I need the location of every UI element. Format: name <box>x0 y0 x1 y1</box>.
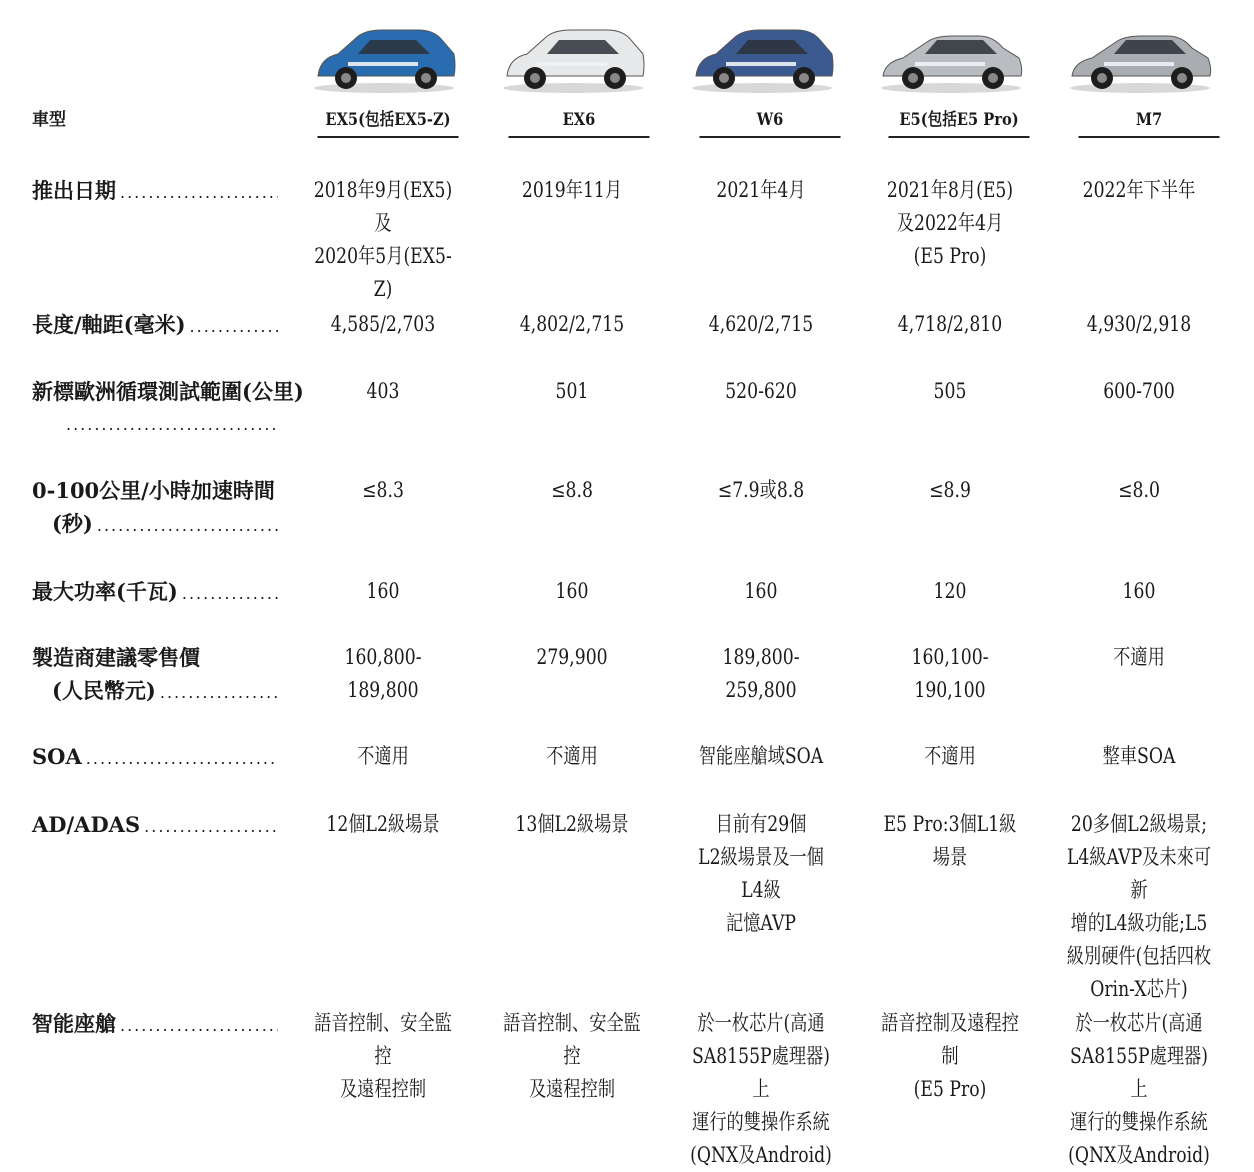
table-cell: 不適用 <box>1113 645 1165 669</box>
model-column-header: EX6 <box>508 104 649 138</box>
table-cell: 語音控制、安全監控 及遠程控制 <box>314 1011 452 1101</box>
table-cell: 600-700 <box>1103 379 1175 403</box>
table-cell: 160 <box>555 579 589 603</box>
table-cell: E5 Pro:3個L1級場景 <box>883 812 1017 869</box>
table-cell: 語音控制及遠程控制 (E5 Pro) <box>881 1011 1019 1101</box>
table-cell: ≤8.8 <box>551 478 593 502</box>
table-cell: 501 <box>555 379 589 403</box>
table-cell: 不適用 <box>357 744 409 768</box>
table-cell: ≤8.9 <box>929 478 971 502</box>
car-image-1 <box>308 14 458 98</box>
row-label: 新標歐洲循環測試範圍(公里) ..... <box>32 375 278 441</box>
table-cell: 20多個L2級場景; L4級AVP及未來可新 增的L4級功能;L5 級別硬件(包括四枚 Orin-X芯片) <box>1066 812 1212 1001</box>
row-label: 長度/軸距(毫米) ..... <box>32 308 278 343</box>
table-cell: 13個L2級場景 <box>515 812 629 836</box>
table-cell: 160 <box>366 579 400 603</box>
row-label: AD/ADAS ..... <box>32 808 278 843</box>
table-cell: 不適用 <box>546 744 598 768</box>
car-image-4 <box>875 14 1025 98</box>
table-cell: 160 <box>1122 579 1156 603</box>
table-cell: 4,585/2,703 <box>330 312 436 336</box>
table-cell: 不適用 <box>924 744 976 768</box>
table-cell: 4,802/2,715 <box>519 312 625 336</box>
table-cell: 4,620/2,715 <box>708 312 814 336</box>
table-cell: 智能座艙域SOA <box>698 744 824 768</box>
table-cell: 12個L2級場景 <box>326 812 440 836</box>
row-label: 製造商建議零售價 (人民幣元) ..... <box>32 641 278 709</box>
model-column-header: EX5(包括EX5-Z) <box>317 104 458 138</box>
table-cell: 於一枚芯片(高通 SA8155P處理器)上 運行的雙操作系統 (QNX及Android) <box>690 1011 832 1167</box>
model-column-header: E5(包括E5 Pro) <box>888 104 1029 138</box>
table-cell: 160,800-189,800 <box>344 645 422 702</box>
table-cell: 目前有29個 L2級場景及一個L4級 記憶AVP <box>698 812 824 935</box>
table-cell: 2021年4月 <box>716 178 806 202</box>
table-cell: 120 <box>933 579 967 603</box>
row-label: 智能座艙 ..... <box>32 1007 278 1042</box>
table-cell: 189,800-259,800 <box>722 645 800 702</box>
table-cell: 語音控制、安全監控 及遠程控制 <box>503 1011 641 1101</box>
car-image-5 <box>1064 14 1214 98</box>
table-cell: 2018年9月(EX5)及 2020年5月(EX5-Z) <box>313 178 453 301</box>
table-cell: 整車SOA <box>1102 744 1176 768</box>
table-cell: ≤8.0 <box>1118 478 1160 502</box>
table-cell: 505 <box>933 379 967 403</box>
model-column-header: W6 <box>699 104 840 138</box>
car-image-2 <box>497 14 647 98</box>
table-cell: ≤8.3 <box>362 478 404 502</box>
table-cell: 4,718/2,810 <box>897 312 1003 336</box>
table-cell: 2019年11月 <box>521 178 623 202</box>
row-label: 推出日期 ..... <box>32 174 278 209</box>
table-cell: 160 <box>744 579 778 603</box>
table-cell: 2022年下半年 <box>1082 178 1196 202</box>
table-cell: 520-620 <box>725 379 797 403</box>
table-cell: 2021年8月(E5) 及2022年4月 (E5 Pro) <box>886 178 1014 268</box>
table-cell: 279,900 <box>536 645 608 669</box>
table-cell: ≤7.9或8.8 <box>717 478 805 502</box>
table-cell: 4,930/2,918 <box>1086 312 1192 336</box>
table-cell: 於一枚芯片(高通 SA8155P處理器)上 運行的雙操作系統 (QNX及Android) <box>1068 1011 1210 1167</box>
model-column-header: M7 <box>1078 104 1219 138</box>
table-cell: 160,100-190,100 <box>911 645 989 702</box>
car-image-3 <box>686 14 836 98</box>
row-label: 0-100公里/小時加速時間 (秒) ..... <box>32 474 278 542</box>
table-cell: 403 <box>366 379 400 403</box>
vehicle-model-header: 車型 <box>32 110 66 130</box>
row-label: SOA ..... <box>32 740 278 775</box>
row-label: 最大功率(千瓦) ..... <box>32 575 278 610</box>
